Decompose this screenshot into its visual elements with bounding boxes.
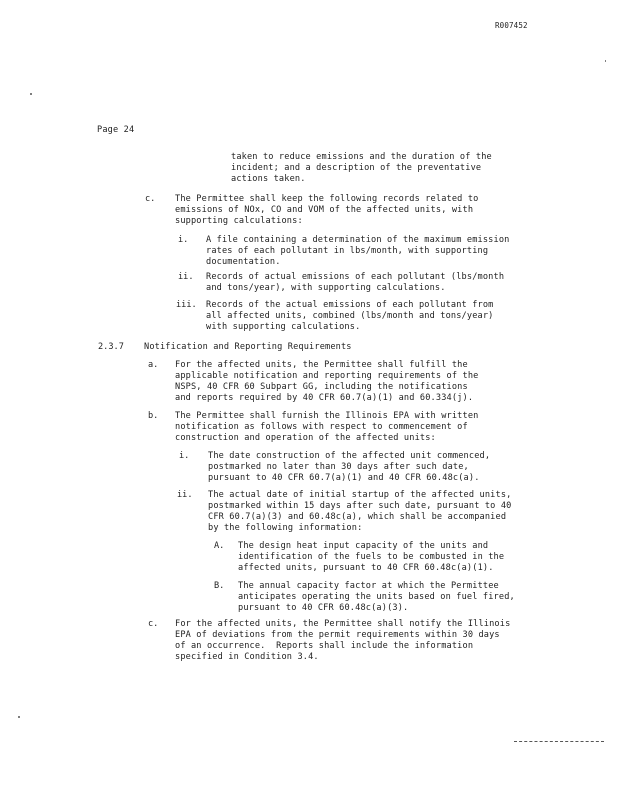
subitem-line: anticipates operating the units based on fuel fired, (238, 592, 515, 602)
item-line: by the following information: (208, 523, 363, 533)
paragraph-marker: c. (148, 619, 159, 629)
paragraph-line: supporting calculations: (175, 216, 303, 226)
paragraph-line: For the affected units, the Permittee shall notify the Illinois (175, 619, 511, 629)
subitem-line: identification of the fuels to be combusted in the (238, 552, 505, 562)
item-line: documentation. (206, 257, 281, 267)
intro-line: taken to reduce emissions and the duration of the (231, 152, 492, 162)
item-line: rates of each pollutant in lbs/month, with supporting (206, 246, 489, 256)
paragraph-line: EPA of deviations from the permit requirements within 30 days (175, 630, 500, 640)
subitem-line: The design heat input capacity of the units and (238, 541, 489, 551)
paragraph-line: specified in Condition 3.4. (175, 652, 319, 662)
item-line: The actual date of initial startup of the affected units, (208, 490, 512, 500)
paragraph-line: notification as follows with respect to commencement of (175, 422, 468, 432)
paragraph-line: construction and operation of the affected units: (175, 433, 436, 443)
item-line: with supporting calculations. (206, 322, 361, 332)
paragraph-line: of an occurrence. Reports shall include the information (175, 641, 474, 651)
item-line: The date construction of the affected unit commenced, (208, 451, 491, 461)
item-marker: ii. (178, 272, 194, 282)
subitem-line: The annual capacity factor at which the Permittee (238, 581, 499, 591)
item-line: all affected units, combined (lbs/month and tons/year) (206, 311, 494, 321)
intro-line: actions taken. (231, 174, 306, 184)
paragraph-line: For the affected units, the Permittee shall fulfill the (175, 360, 468, 370)
scan-speck (605, 60, 606, 62)
item-marker: ii. (177, 490, 193, 500)
paragraph-line: The Permittee shall furnish the Illinois EPA with written (175, 411, 479, 421)
item-line: A file containing a determination of the maximum emission (206, 235, 510, 245)
section-heading: Notification and Reporting Requirements (144, 342, 352, 352)
paragraph-marker: a. (148, 360, 159, 370)
intro-line: incident; and a description of the preventative (231, 163, 482, 173)
subitem-line: pursuant to 40 CFR 60.48c(a)(3). (238, 603, 409, 613)
paragraph-marker: c. (145, 194, 156, 204)
item-line: and tons/year), with supporting calculations. (206, 283, 446, 293)
scan-speck (30, 93, 32, 95)
scan-speck (18, 716, 20, 718)
paragraph-marker: b. (148, 411, 159, 421)
paragraph-line: The Permittee shall keep the following records related to (175, 194, 479, 204)
item-line: Records of the actual emissions of each pollutant from (206, 300, 494, 310)
paragraph-line: applicable notification and reporting requirements of the (175, 371, 479, 381)
item-line: CFR 60.7(a)(3) and 60.48c(a), which shall be accompanied (208, 512, 507, 522)
item-marker: iii. (176, 300, 197, 310)
item-line: pursuant to 40 CFR 60.7(a)(1) and 40 CFR 60.48c(a). (208, 473, 480, 483)
footer-rule (514, 741, 604, 742)
subitem-marker: A. (214, 541, 225, 551)
item-line: postmarked no later than 30 days after such date, (208, 462, 469, 472)
subitem-marker: B. (214, 581, 225, 591)
item-line: Records of actual emissions of each pollutant (lbs/month (206, 272, 505, 282)
section-number: 2.3.7 (98, 342, 124, 352)
paragraph-line: emissions of NOx, CO and VOM of the affected units, with (175, 205, 474, 215)
document-id: R007452 (495, 21, 528, 30)
paragraph-line: and reports required by 40 CFR 60.7(a)(1) and 60.334(j). (175, 393, 474, 403)
page-label: Page 24 (97, 125, 135, 135)
paragraph-line: NSPS, 40 CFR 60 Subpart GG, including the notifications (175, 382, 468, 392)
item-marker: i. (178, 235, 189, 245)
item-marker: i. (179, 451, 190, 461)
subitem-line: affected units, pursuant to 40 CFR 60.48c(a)(1). (238, 563, 494, 573)
item-line: postmarked within 15 days after such date, pursuant to 40 (208, 501, 512, 511)
